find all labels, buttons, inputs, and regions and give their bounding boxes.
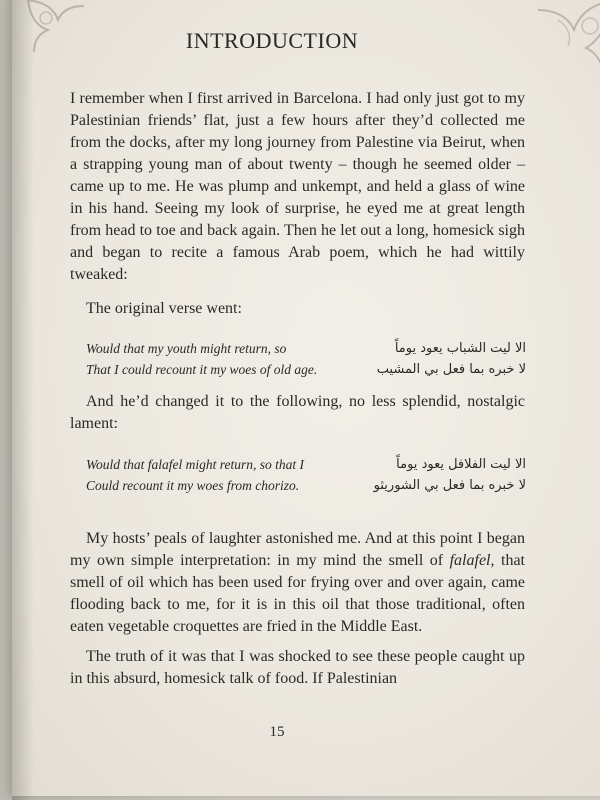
verse-arabic: لا خبره بما فعل بي الشوريثو [373,478,526,493]
verse-original [86,338,526,380]
verse-line [86,338,526,359]
verse-line [86,359,526,380]
paragraph-2: The original verse went: [86,300,242,317]
paragraph-4-text: , that smell of oil which has been used for frying over and over again, came flooding back to me, for it is in this oil that those traditional, often eaten vegetable croquettes are fried in the Middle East. [70,552,525,635]
corner-ornament-right-icon [528,0,600,106]
verse-english: Could recount it my woes from chorizo. [86,478,300,493]
chapter-title: INTRODUCTION [185,28,359,53]
paragraph-4 [70,528,525,638]
verse-english: Would that falafel might return, so that I [86,457,305,472]
verse-english: Would that my youth might return, so [86,341,287,356]
paragraph-4-text: My hosts’ peals of laughter astonished me. And at this point I began my own simple interpretation: in my mind the smell of [70,530,525,569]
paragraph-3: And he’d changed it to the following, no less splendid, nostalgic lament: [70,393,525,432]
paragraph-4-emphasis: falafel [449,552,491,569]
verse-changed [86,454,526,496]
verse-line [86,454,526,475]
verse-english: That I could recount it my woes of old age. [86,362,318,377]
page-number: 15 [269,724,285,740]
verse-line [86,475,526,496]
verse-arabic: الا ليت الفلافل يعود يوماً [396,457,526,472]
paragraph-5: The truth of it was that I was shocked to see these people caught up in this absurd, homesick talk of food. If Palestinian [70,648,525,687]
book-page [12,0,600,796]
paragraph-1: I remember when I first arrived in Barcelona. I had only just got to my Palestinian friends’ flat, just a few hours after they’d collected me from the docks, after my long journey from Palestine via Beirut, when a strapping young man of about twenty – though he seemed older – came up to me. He was plump and unkempt, and held a glass of wine in his hand. Seeing my look of surprise, he eyed me at great length from head to toe and back again. Then he let out a long, homesick sigh and began to recite a famous Arab poem, which he had wittily tweaked: [70,90,525,283]
verse-arabic: لا خبره بما فعل بي المشيب [376,362,526,377]
verse-arabic: الا ليت الشباب يعود يوماً [394,341,526,356]
